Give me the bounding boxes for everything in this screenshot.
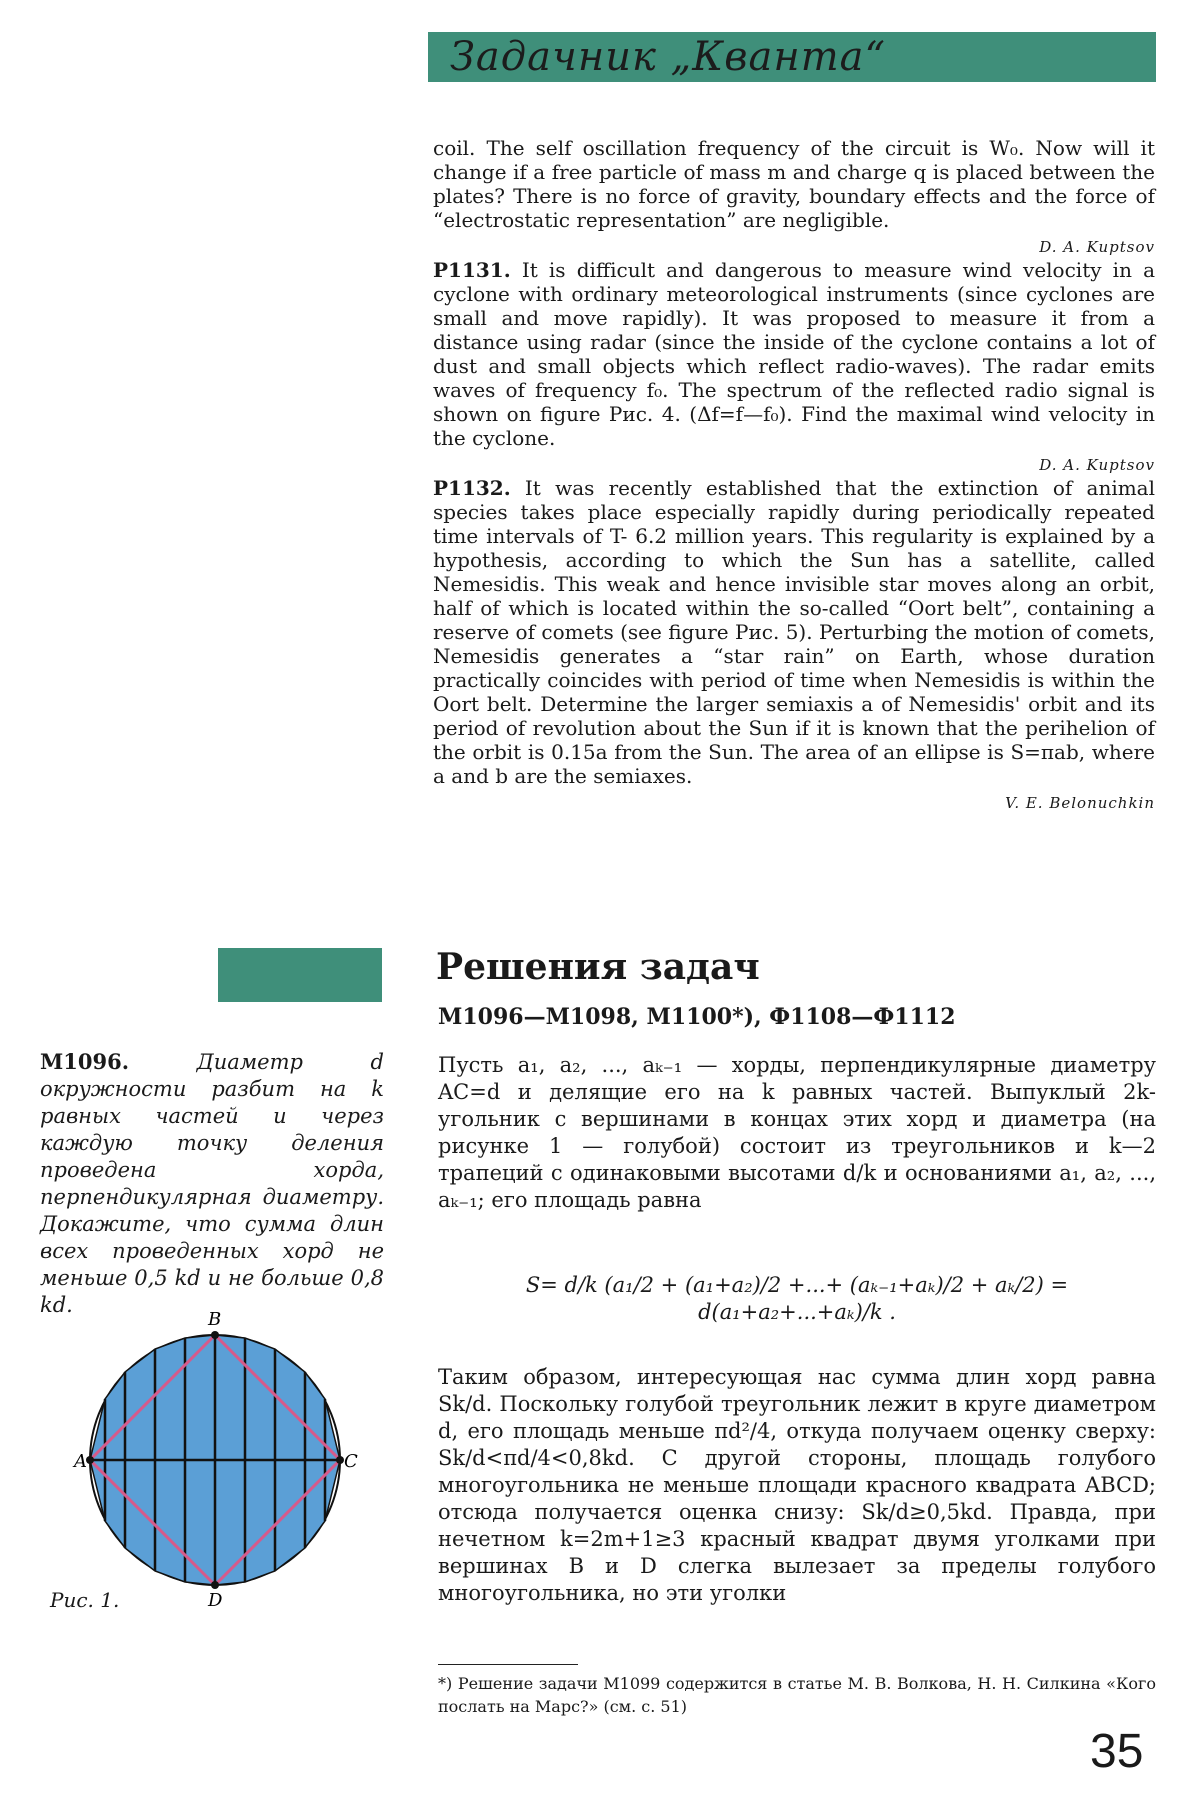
footnote-rule xyxy=(438,1664,578,1665)
vertex-dot xyxy=(211,1331,219,1339)
problem-p1131 xyxy=(433,258,1155,450)
solution-para-2: Таким образом, интересующая нас сумма длин хорд равна Sk/d. Поскольку голубой треугольник лежит в круге диаметром d, его площадь меньше πd²/4, откуда получаем оценку сверху: Sk/d<πd/4<0,8kd. С другой стороны, площадь голубого многоугольника не меньше площади красного квадрата ABCD; отсюда получается оценка снизу: Sk/d≥0,5kd. Правда, при нечетном k=2m+1≥3 красный квадрат двумя уголками при вершинах B и D слегка вылезает за пределы голубого многоугольника, но эти уголки xyxy=(438,1365,1156,1605)
figure-caption: Рис. 1. xyxy=(50,1588,120,1612)
header-banner xyxy=(428,32,1156,82)
solution-para-1: Пусть a₁, a₂, ..., aₖ₋₁ — хорды, перпендикулярные диаметру AC=d и делящие его на k равных частей. Выпуклый 2k-угольник с вершинами в концах этих хорд и диаметра (на рисунке 1 — голубой) состоит из треугольников и k—2 трапеций с одинаковыми высотами d/k и основаниями a₁, a₂, ..., aₖ₋₁; его площадь равна xyxy=(438,1053,1156,1212)
formula: S= d/k (a₁/2 + (a₁+a₂)/2 +...+ (aₖ₋₁+aₖ)/2 + aₖ/2) = d(a₁+a₂+...+aₖ)/k . xyxy=(525,1273,1069,1324)
section-subtitle: M1096—M1098, M1100*), Ф1108—Ф1112 xyxy=(438,1004,956,1030)
label-d: D xyxy=(208,1590,223,1610)
problem-id: M1096. xyxy=(40,1049,130,1074)
page-number: 35 xyxy=(1090,1725,1144,1778)
author-3: V. E. Belonuchkin xyxy=(1005,794,1155,812)
section-title: Решения задач xyxy=(436,946,760,988)
section-marker xyxy=(218,948,382,1002)
problem-id: P1131. xyxy=(433,258,511,282)
vertex-dot xyxy=(211,1581,219,1589)
author-1: D. A. Kuptsov xyxy=(1039,238,1155,256)
label-b: B xyxy=(208,1310,222,1330)
figure-circle-chords xyxy=(60,1310,380,1610)
problems-column xyxy=(433,136,1155,814)
author-2: D. A. Kuptsov xyxy=(1039,456,1155,474)
continuation-text: coil. The self oscillation frequency of the circuit is W₀. Now will it change if a free particle of mass m and charge q is placed between the plates? There is no force of gravity, boundary effects and the force of “electrostatic representation” are negligible. xyxy=(433,136,1155,232)
banner-title: Задачник „Кванта“ xyxy=(450,34,886,80)
problem-m1096 xyxy=(40,1048,384,1319)
problem-id: P1132. xyxy=(433,476,511,500)
vertex-dot xyxy=(86,1456,94,1464)
footnote: *) Решение задачи M1099 содержится в статье М. В. Волкова, Н. Н. Силкина «Кого послать на Марс?» (см. с. 51) xyxy=(438,1674,1156,1716)
label-a: A xyxy=(74,1451,87,1472)
problem-text: It is difficult and dangerous to measure wind velocity in a cyclone with ordinary meteorological instruments (since cyclones are small and move rapidly). It was proposed to measure it from a distance using radar (since the inside of the cyclone contains a lot of dust and small objects which reflect radio-waves). The radar emits waves of frequency f₀. The spectrum of the reflected radio signal is shown on figure Рис. 4. (Δf=f—f₀). Find the maximal wind velocity in the cyclone. xyxy=(433,258,1156,450)
label-c: C xyxy=(344,1451,358,1472)
problem-p1132 xyxy=(433,476,1155,788)
problem-text: It was recently established that the extinction of animal species takes place especially rapidly during periodically repeated time intervals of T- 6.2 million years. This regularity is explained by a hypothesis, according to which the Sun has a satellite, called Nemesidis. This weak and hence invisible star moves along an orbit, half of which is located within the so-called “Oort belt”, containing a reserve of comets (see figure Рис. 5). Perturbing the motion of comets, Nemesidis generates a “star rain” on Earth, whose duration practically coincides with period of time when Nemesidis is within the Oort belt. Determine the larger semiaxis a of Nemesidis' orbit and its period of revolution about the Sun if it is known that the perihelion of the orbit is 0.15a from the Sun. The area of an ellipse is S=πab, where a and b are the semiaxes. xyxy=(433,476,1156,788)
problem-text: Диаметр d окружности разбит на k равных частей и через каждую точку деления проведена хорда, перпендикулярная диаметру. Докажите, что сумма длин всех проведенных хорд не меньше 0,5 kd и не больше 0,8 kd. xyxy=(40,1050,384,1317)
vertex-dot xyxy=(336,1456,344,1464)
